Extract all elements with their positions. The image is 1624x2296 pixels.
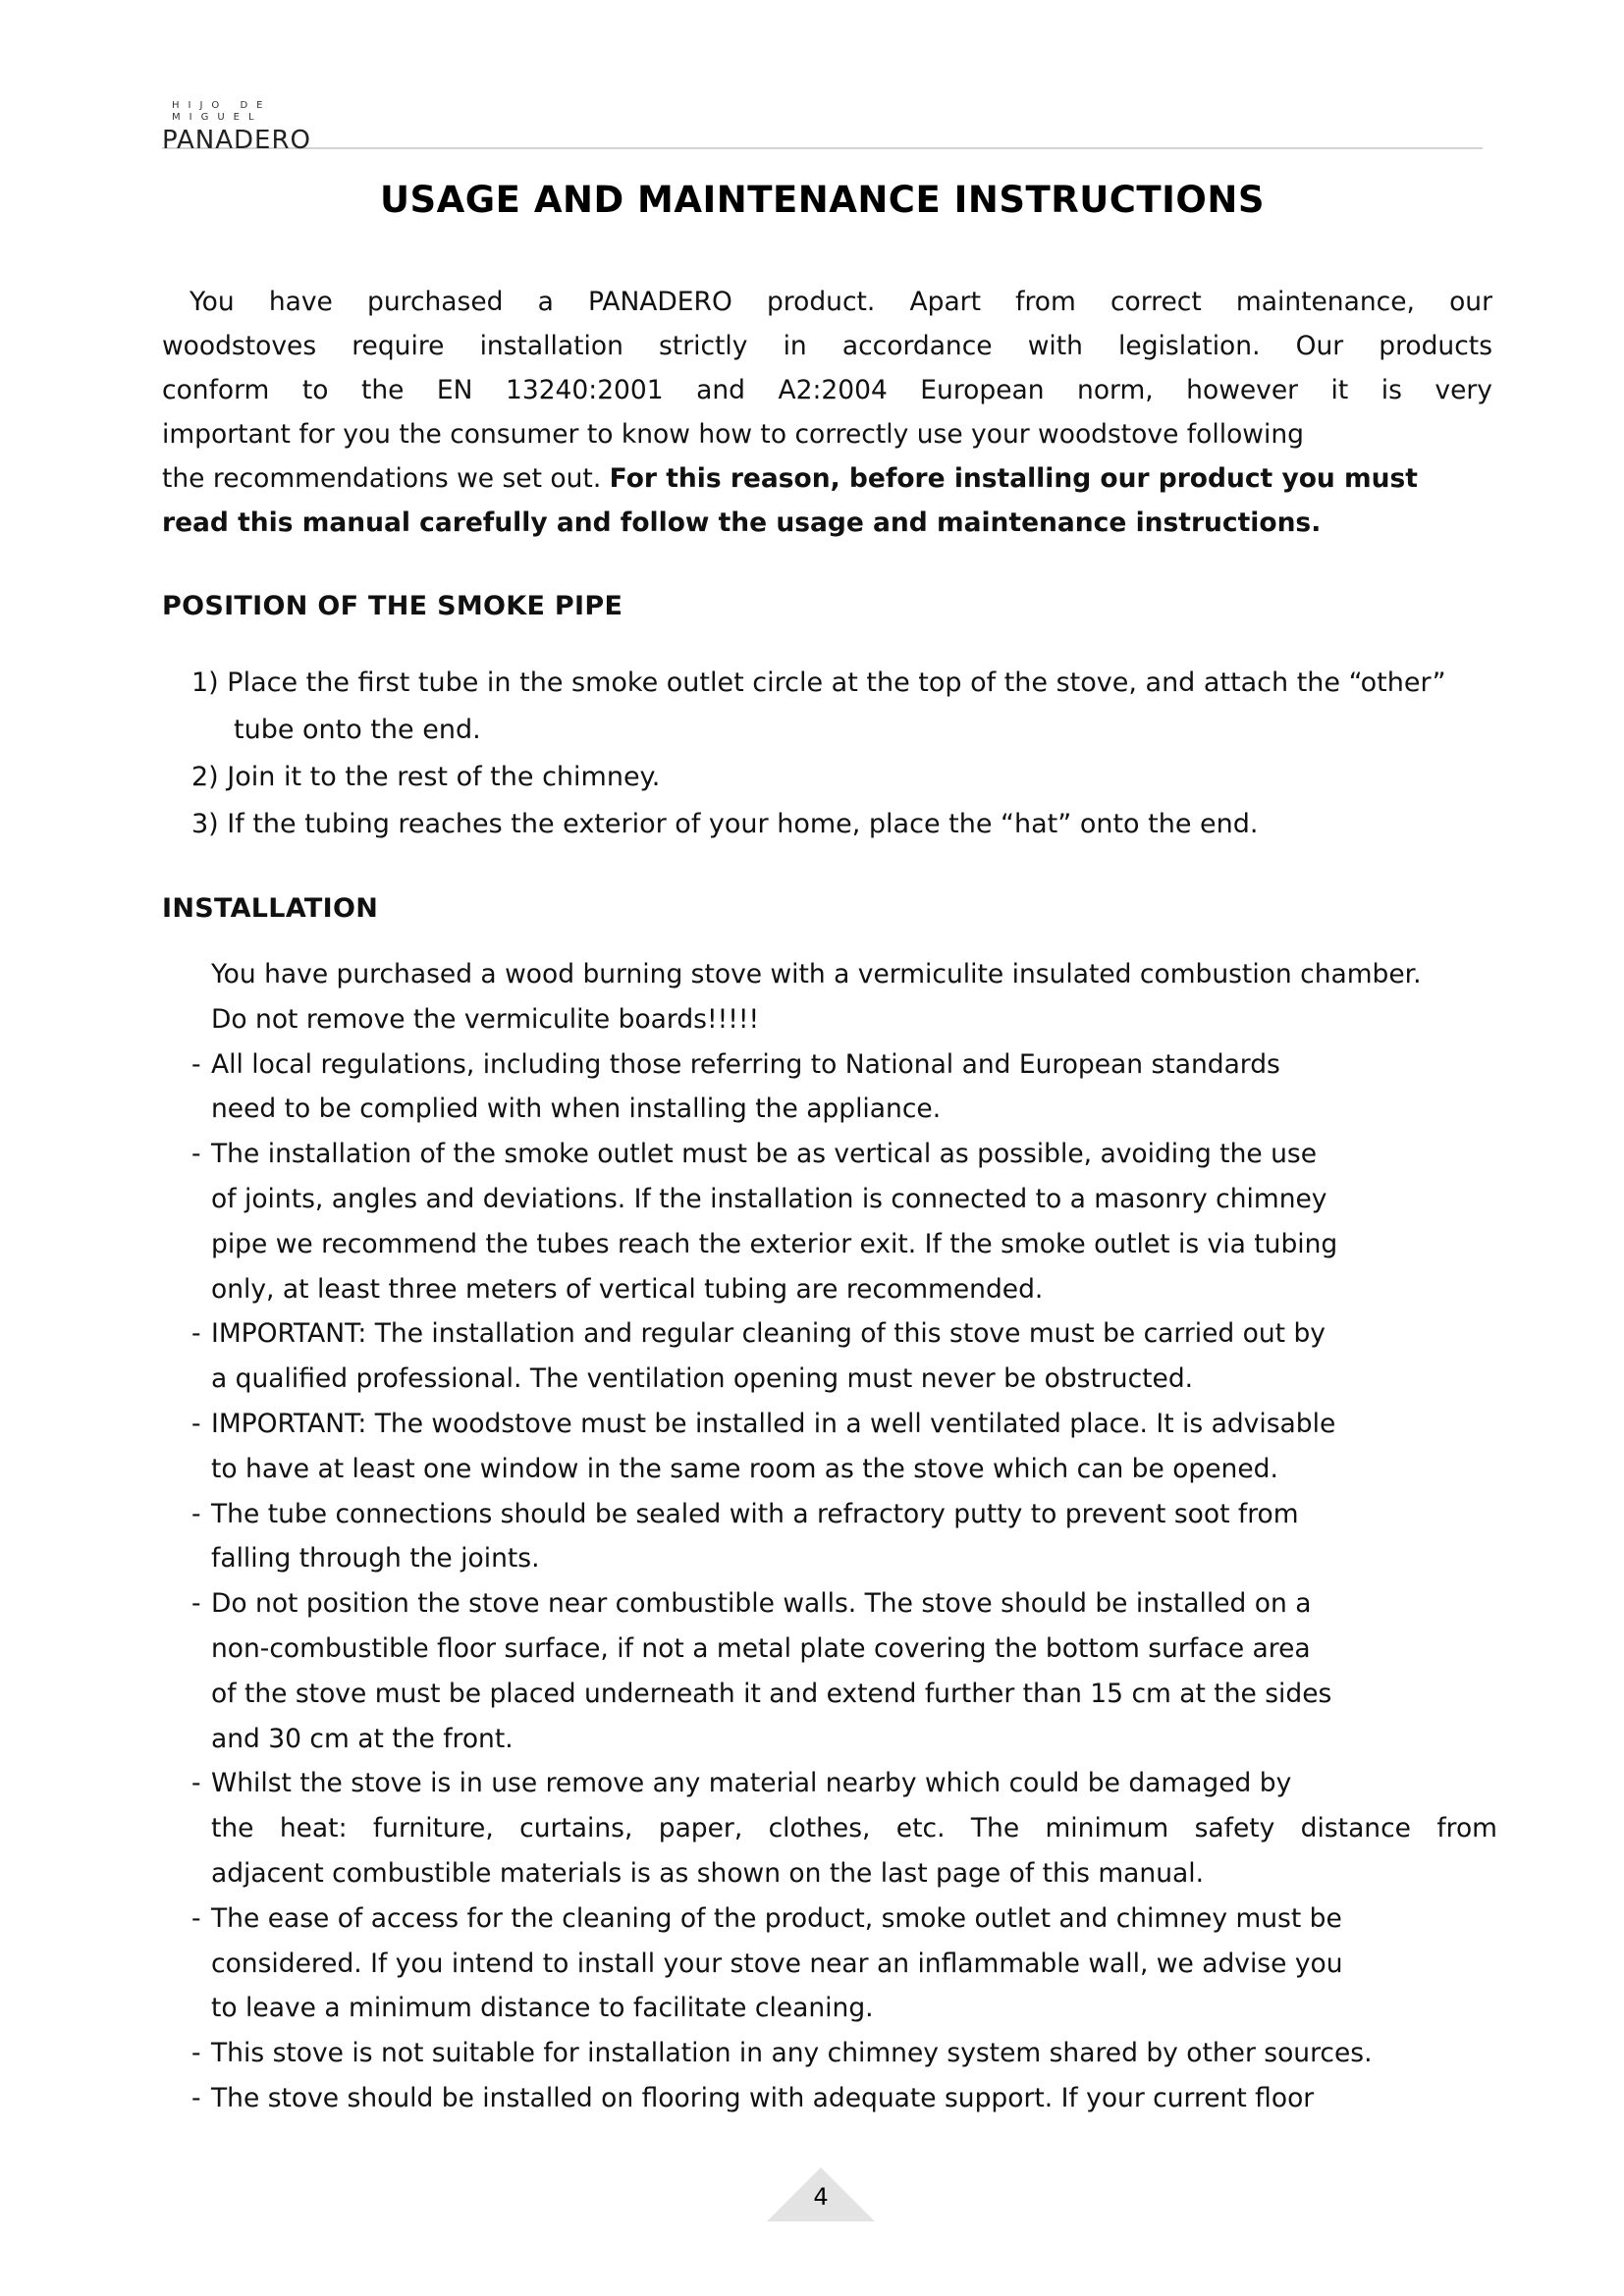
list-dash: - — [191, 1139, 201, 1170]
step-item: 1) Place the first tube in the smoke outlet circle at the top of the stove, and attach the “other” tube onto the end. — [191, 667, 1446, 745]
installation-list-item — [191, 2076, 1497, 2121]
list-dash: - — [191, 1902, 201, 1934]
step-item: 3) If the tubing reaches the exterior of your home, place the “hat” onto the end. — [191, 809, 1259, 839]
installation-item-line: adjacent combustible materials is as shown on the last page of this manual. — [211, 1857, 1205, 1889]
installation-item-line: All local regulations, including those referring to National and European standards — [211, 1048, 1280, 1080]
list-dash: - — [191, 1318, 201, 1350]
installation-list — [191, 1042, 1497, 2121]
installation-list-item — [191, 1761, 1497, 1896]
list-dash: - — [191, 1768, 201, 1799]
intro-line: important for you the consumer to know how to correctly use your woodstove following — [162, 419, 1304, 450]
intro-paragraph — [162, 280, 1492, 545]
installation-item-line: The tube connections should be sealed with a refractory putty to prevent soot from — [211, 1498, 1299, 1529]
page-header — [162, 90, 1483, 155]
intro-line: woodstoves require installation strictly in accordance with legislation. Our products — [162, 331, 1492, 361]
logo-name: PANADERO — [162, 126, 312, 155]
intro-line — [162, 456, 1492, 501]
intro-line: You have purchased a PANADERO product. Apart from correct maintenance, our — [189, 287, 1492, 317]
installation-list-item — [191, 2031, 1497, 2076]
installation-intro-line: You have purchased a wood burning stove with a vermiculite insulated combustion chamber. — [211, 959, 1422, 989]
installation-item-line: The stove should be installed on flooring with adequate support. If your current floor — [211, 2082, 1315, 2113]
installation-list-item — [191, 1042, 1497, 1133]
installation-item-line: considered. If you intend to install your stove near an inflammable wall, we advise you — [211, 1948, 1343, 1979]
installation-list-item — [191, 1311, 1497, 1402]
smoke-pipe-steps — [191, 660, 1497, 848]
installation-item-line: This stove is not suitable for installation in any chimney system shared by other sources. — [211, 2038, 1373, 2069]
installation-item-line: of joints, angles and deviations. If the installation is connected to a masonry chimney — [211, 1183, 1327, 1214]
installation-item-line: The installation of the smoke outlet must be as vertical as possible, avoiding the use — [211, 1139, 1318, 1170]
installation-item-line: IMPORTANT: The installation and regular cleaning of this stove must be carried out by — [211, 1318, 1326, 1350]
intro-emphasis: read this manual carefully and follow the usage and maintenance instructions. — [162, 507, 1322, 538]
installation-list-item — [191, 1896, 1497, 2031]
page-title: USAGE AND MAINTENANCE INSTRUCTIONS — [379, 179, 1265, 221]
installation-item-line: and 30 cm at the front. — [211, 1723, 514, 1754]
installation-list-item — [191, 1492, 1497, 1582]
intro-text: the recommendations we set out. — [162, 463, 610, 494]
installation-item-line: The ease of access for the cleaning of the product, smoke outlet and chimney must be — [211, 1902, 1342, 1934]
installation-intro-line: Do not remove the vermiculite boards!!!!! — [211, 1003, 760, 1035]
intro-emphasis: For this reason, before installing our product you must — [609, 463, 1418, 494]
installation-item-line: need to be complied with when installing the appliance. — [211, 1094, 942, 1125]
step-item: 2) Join it to the rest of the chimney. — [191, 762, 661, 792]
installation-list-item — [191, 1581, 1497, 1761]
installation-item-line: IMPORTANT: The woodstove must be installed in a well ventilated place. It is advisable — [211, 1408, 1336, 1439]
list-dash: - — [191, 2082, 201, 2113]
installation-list-item — [191, 1402, 1497, 1492]
installation-item-line: pipe we recommend the tubes reach the exterior exit. If the smoke outlet is via tubing — [211, 1228, 1338, 1259]
installation-item-line: non-combustible floor surface, if not a metal plate covering the bottom surface area — [211, 1632, 1311, 1664]
panadero-logo — [162, 100, 358, 155]
installation-list-item — [191, 1132, 1497, 1311]
list-dash: - — [191, 2038, 201, 2069]
installation-item-line: Whilst the stove is in use remove any material nearby which could be damaged by — [211, 1768, 1292, 1799]
intro-line — [162, 501, 1492, 545]
installation-item-line: falling through the joints. — [211, 1543, 540, 1575]
installation-item-line: only, at least three meters of vertical tubing are recommended. — [211, 1273, 1044, 1305]
logo-tagline: HIJO DE MIGUEL — [172, 100, 272, 123]
list-dash: - — [191, 1498, 201, 1529]
section-heading-installation: INSTALLATION — [162, 893, 379, 924]
intro-line: conform to the EN 13240:2001 and A2:2004 European norm, however it is very — [162, 375, 1492, 405]
installation-body — [191, 952, 1497, 2121]
installation-item-line: of the stove must be placed underneath it and extend further than 15 cm at the sides — [211, 1678, 1332, 1709]
installation-item-line: the heat: furniture, curtains, paper, clothes, etc. The minimum safety distance from — [211, 1813, 1497, 1844]
list-dash: - — [191, 1588, 201, 1620]
installation-item-line: Do not position the stove near combustible walls. The stove should be installed on a — [211, 1588, 1312, 1620]
section-heading-smoke-pipe: POSITION OF THE SMOKE PIPE — [162, 591, 623, 621]
list-dash: - — [191, 1408, 201, 1439]
page-number-badge — [767, 2167, 875, 2221]
installation-item-line: to leave a minimum distance to facilitate cleaning. — [211, 1993, 874, 2024]
installation-item-line: a qualified professional. The ventilation opening must never be obstructed. — [211, 1363, 1194, 1395]
installation-item-line: to have at least one window in the same room as the stove which can be opened. — [211, 1453, 1278, 1484]
page-number: 4 — [813, 2183, 829, 2211]
list-dash: - — [191, 1048, 201, 1080]
